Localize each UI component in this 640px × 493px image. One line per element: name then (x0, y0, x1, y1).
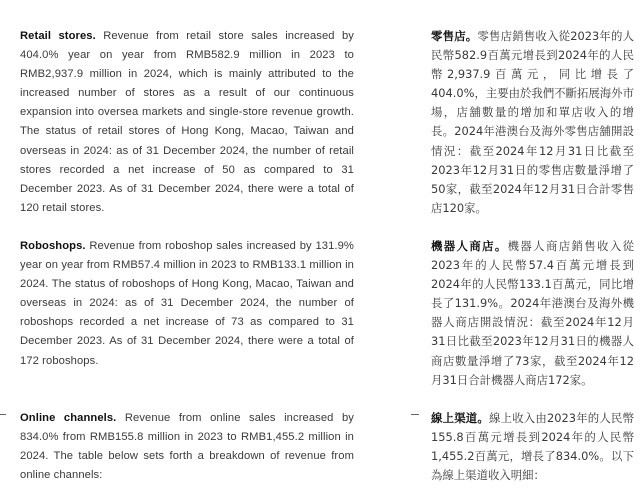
roboshops-body-en: Revenue from roboshop sales increased by 131.9% year on year from RMB57.4 million in 2023 to RMB133.1 million in 2024. The status of roboshops of Hong Kong, Macao, Taiwan and overseas in 2024: as of 31 December 2024, the number of roboshops recorded a net increase of 73 as compared to 31 December 2023. As of 31 December 2024, there were a total of 172 roboshops. (20, 240, 354, 367)
retail-stores-paragraph-zh (431, 27, 634, 218)
retail-stores-body-zh: 零售店銷售收入從2023年的人民幣582.9百萬元增長到2024年的人民幣2,937.9百萬元，同比增長了404.0%，主要由於我們不斷拓展海外市場，店舖數量的增加和單店收入的增長。2024年港澳台及海外零售店舖開設情況：截至2024年12月31日比截至2023年12月31日的零售店數量淨增了50家，截至2024年12月31日合計零售店120家。 (431, 29, 634, 215)
retail-stores-body-en: Revenue from retail store sales increased by 404.0% year on year from RMB582.9 million in 2023 to RMB2,937.9 million in 2024, which is mainly attributed to the increased number of stores as a result of our continuous expansion into oversea markets and single-store revenue growth. The status of retail stores of Hong Kong, Macao, Taiwan and overseas in 2024: as of 31 December 2024, the number of retail stores recorded a net increase of 50 as compared to 31 December 2023. As of 31 December 2024, there were a total of 120 retail stores. (20, 30, 354, 214)
roboshops-paragraph-zh (431, 237, 634, 390)
online-channels-paragraph-zh (431, 409, 634, 485)
retail-stores-heading-en: Retail stores. (20, 30, 96, 42)
online-channels-heading-zh: 線上渠道。 (431, 411, 489, 425)
roboshops-heading-en: Roboshops. (20, 240, 86, 252)
roboshops-body-zh: 機器人商店銷售收入從2023年的人民幣57.4百萬元增長到2024年的人民幣133.1百萬元，同比增長了131.9%。2024年港澳台及海外機器人商店開設情況：截至2024年12月31日比截至2023年12月31日的機器人商店數量淨增了73家，截至2024年12月31日合計機器人商店172家。 (431, 239, 634, 387)
roboshops-heading-zh: 機器人商店。 (431, 239, 508, 253)
online-channels-body-zh: 線上收入由2023年的人民幣155.8百萬元增長到2024年的人民幣1,455.2百萬元，增長了834.0%。以下為線上渠道收入明細： (431, 411, 634, 483)
roboshops-paragraph-en (20, 237, 354, 371)
retail-stores-paragraph-en (20, 27, 354, 218)
online-channels-body-en: Revenue from online sales increased by 834.0% from RMB155.8 million in 2023 to RMB1,455.2 million in 2024. The table below sets forth a breakdown of revenue from online channels: (20, 412, 354, 482)
retail-stores-heading-zh: 零售店。 (431, 29, 478, 43)
online-channels-paragraph-en (20, 409, 354, 485)
online-channels-heading-en: Online channels. (20, 412, 117, 424)
bullet-dash-zh (411, 414, 419, 415)
bullet-dash-en (0, 414, 6, 415)
